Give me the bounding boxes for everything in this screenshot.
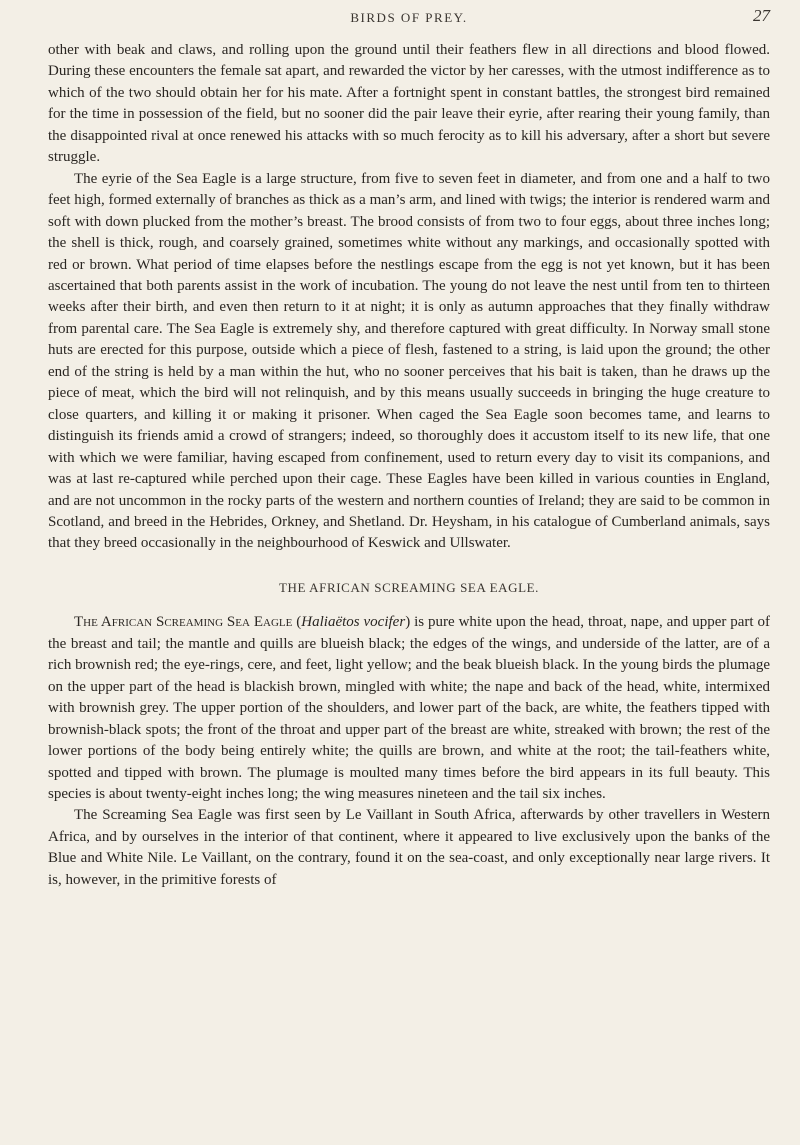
paragraph-african-description [48,612,770,805]
paragraph-eyrie: The eyrie of the Sea Eagle is a large structure, from five to seven feet in diameter, and from one and a half to two feet high, formed externally of branches as thick as a man’s arm, and lined with twigs; the interior is rendered warm and soft with down plucked from the mother’s breast. The brood consists of from two to four eggs, about three inches long; the shell is thick, rough, and coarsely grained, sometimes white without any markings, and occasionally spotted with red or brown. What period of time elapses before the nestlings escape from the egg is not yet known, but it has been ascertained that both parents assist in the work of incubation. The young do not leave the nest until from ten to thirteen weeks after their birth, and even then return to it at night; it is only as autumn approaches that they finally withdraw from parental care. The Sea Eagle is extremely shy, and therefore captured with great difficulty. In Norway small stone huts are erected for this purpose, outside which a piece of flesh, fastened to a string, is laid upon the ground; the other end of the string is held by a man within the hut, who no sooner perceives that his bait is taken, than he draws up the piece of meat, which the bird will not relinquish, and by this means usually succeeds in bringing the huge creature to close quarters, and killing it or making it prisoner. When caged the Sea Eagle soon becomes tame, and learns to distinguish its friends amid a crowd of strangers; indeed, so thoroughly does it accustom itself to its new life, that one with which we were familiar, having escaped from confinement, used to return every day to visit its companions, and was at last re-captured while perched upon their cage. These Eagles have been killed in various counties in England, and are not uncommon in the rocky parts of the western and northern counties of Ireland; they are said to be common in Scotland, and breed in the Hebrides, Orkney, and Shetland. Dr. Heysham, in his catalogue of Cumberland animals, says that they breed occasionally in the neighbourhood of Keswick and Ullswater. [48,170,770,552]
page-number: 27 [753,6,770,25]
body-text [48,40,770,891]
running-title: BIRDS OF PREY. [350,10,468,25]
species-name: The African Screaming Sea Eagle [74,614,293,631]
description-text: ) is pure white upon the head, throat, nape, and upper part of the breast and tail; the mantle and quills are blueish black; the edges of the wings, and underside of the latter, are of a rich brownish red; the eye-rings, cere, and feet, light yellow; and the beak blueish black. In the young birds the plumage on the upper part of the head is blackish brown, mingled with white; the nape and back of the head, white, intermixed with brownish grey. The upper portion of the shoulders, and lower part of the back, are white, the feathers tipped with brownish-black spots; the front of the throat and upper part of the breast are white, streaked with brown; the rest of the lower portions of the body being entirely white; the quills are brown, and white at the root; the tail-feathers white, spotted and tipped with brown. The plumage is moulted many times before the bird appears in its full beauty. This species is about twenty-eight inches long; the wing measures nineteen and the tail six inches. [48,614,770,802]
paren-open: ( [292,614,302,631]
paragraph-african-range: The Screaming Sea Eagle was first seen by Le Vaillant in South Africa, afterwards by other travellers in Western Africa, and by ourselves in the interior of that continent, where it appeared to live exclusively upon the banks of the Blue and White Nile. Le Vaillant, on the contrary, found it on the sea-coast, and only exceptionally near large rivers. It is, however, in the primitive forests of [48,807,770,888]
page-header [48,6,770,30]
section-heading: THE AFRICAN SCREAMING SEA EAGLE. [278,579,540,595]
latin-name: Haliaëtos vocifer [301,614,406,631]
paragraph-continuation: other with beak and claws, and rolling upon the ground until their feathers flew in all directions and blood flowed. During these encounters the female sat apart, and rewarded the victor by her caresses, with the utmost indifference as to which of the two should obtain her for his mate. After a fortnight spent in constant battles, the strongest bird remained for the time in possession of the field, but no sooner did the pair leave their eyrie, after rearing their young family, than the disappointed rival at once renewed his attacks with so much ferocity as to kill his adversary, after a short but severe struggle. [48,42,770,166]
